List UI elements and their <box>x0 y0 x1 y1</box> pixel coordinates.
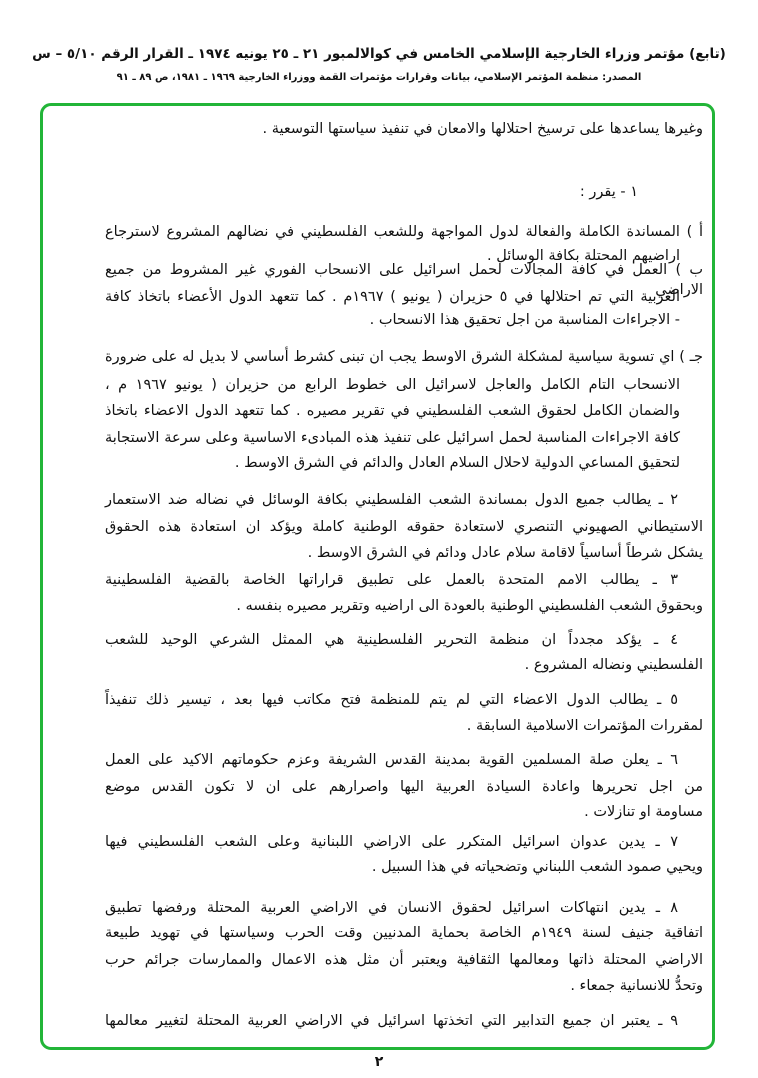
paragraph-line: ب ) العمل في كافة المجالات لحمل اسرائيل على الانسحاب الفوري غير المشروط من جميع الاراضي <box>105 262 703 298</box>
paragraph-line: والضمان الكامل لحقوق الشعب الفلسطيني في تقرير مصيره . كما تتعهد الدول الاعضاء باتخاذ <box>105 403 680 419</box>
paragraph-line: أ ) المساندة الكاملة والفعالة لدول المواجهة وللشعب الفلسطيني في نضالهم المشروع لاسترجاع <box>105 224 703 240</box>
paragraph-line: جـ ) اي تسوية سياسية لمشكلة الشرق الاوسط يجب ان تبنى كشرط أساسي لا بديل له على ضرورة <box>105 349 703 365</box>
paragraph-line: ٨ ـ يدين انتهاكات اسرائيل لحقوق الانسان في الاراضي العربية المحتلة ورفضها تطبيق <box>105 900 678 916</box>
page-number: ٢ <box>374 1054 384 1070</box>
paragraph-line: مساومة او تنازلات . <box>584 804 703 820</box>
document-header-title: (تابع) مؤتمر وزراء الخارجية الإسلامي الخامس في كوالالمبور ٢١ ـ ٢٥ يونيه ١٩٧٤ ـ القرار الرقم ٥/١٠ – س <box>32 46 726 62</box>
paragraph-line: اتفاقية جنيف لسنة ١٩٤٩م الخاصة بحماية المدنيين وقت الحرب وسياستها في تهويد طبيعة <box>105 925 704 941</box>
paragraph-line: لمقررات المؤتمرات الاسلامية السابقة . <box>466 718 703 734</box>
paragraph-line: وغيرها يساعدها على ترسيخ احتلالها والامعان في تنفيذ سياستها التوسعية . <box>262 121 703 137</box>
paragraph-line: الاراضي المحتلة ذاتها ومعالمها الثقافية ويعتبر أن مثل هذه الاعمال والممارسات جرائم حرب <box>105 952 703 968</box>
paragraph-line: ٣ ـ يطالب الامم المتحدة بالعمل على تطبيق قراراتها الخاصة بالقضية الفلسطينية <box>105 572 678 588</box>
paragraph-line: العربية التي تم احتلالها في ٥ حزيران ( يونيو ) ١٩٦٧م . كما تتعهد الدول الأعضاء باتخاذ كافة <box>105 289 680 305</box>
paragraph-line: كافة الاجراءات المناسبة لحمل اسرائيل على تنفيذ هذه المبادىء الاساسية وعلى سرعة الاستجابة <box>105 430 680 446</box>
paragraph-line: ويحيي صمود الشعب اللبناني وتضحياته في هذا السبيل . <box>371 859 703 875</box>
paragraph-line: - الاجراءات المناسبة من اجل تحقيق هذا الانسحاب . <box>369 312 680 328</box>
paragraph-line: يشكل شرطاً أساسياً لاقامة سلام عادل ودائم في الشرق الاوسط . <box>307 545 703 561</box>
paragraph-line: الاستيطاني الصهيوني التنصري لاستعادة حقوقه الوطنية كاملة ويؤكد ان استعادة هذه الحقوق <box>105 519 703 535</box>
paragraph-line: ٧ ـ يدين عدوان اسرائيل المتكرر على الاراضي اللبنانية وعلى الشعب الفلسطيني فيها <box>105 834 678 850</box>
paragraph-line: وبحقوق الشعب الفلسطيني الوطنية بالعودة الى اراضيه وتقرير مصيره بنفسه . <box>236 598 703 614</box>
paragraph-line: ٩ ـ يعتبر ان جميع التدابير التي اتخذتها اسرائيل في الاراضي العربية المحتلة لتغيير معالمها <box>105 1013 678 1029</box>
paragraph-line: ٤ ـ يؤكد مجدداً ان منظمة التحرير الفلسطينية هي الممثل الشرعي الوحيد للشعب <box>105 632 678 648</box>
paragraph-line: من اجل تحريرها واعادة السيادة العربية اليها واصرارهم على ان لا تكون القدس موضع <box>105 779 703 795</box>
paragraph-line: ١ - يقرر : <box>579 184 638 200</box>
paragraph-line: الفلسطيني ونضاله المشروع . <box>524 657 703 673</box>
paragraph-line: ٢ ـ يطالب جميع الدول بمساندة الشعب الفلسطيني بكافة الوسائل في نضاله ضد الاستعمار <box>105 492 678 508</box>
paragraph-line: ٥ ـ يطالب الدول الاعضاء التي لم يتم للمنظمة فتح مكاتب فيها بعد ، تيسير ذلك تنفيذاً <box>105 692 678 708</box>
paragraph-line: وتحدُّ للانسانية جمعاء . <box>570 978 703 994</box>
paragraph-line: لتحقيق المساعي الدولية لاحلال السلام العادل والدائم في الشرق الاوسط . <box>234 455 680 471</box>
paragraph-line: ٦ ـ يعلن صلة المسلمين القوية بمدينة القدس الشريفة وعزم حكوماتهم الاكيد على العمل <box>105 752 678 768</box>
document-header-source: المصدر: منظمة المؤتمر الإسلامي، بيانات وقرارات مؤتمرات القمة ووزراء الخارجية ١٩٦٩ ـ ١٩٨١، ص ٨٩ ـ ٩١ <box>116 72 642 83</box>
paragraph-line: اراضيهم المحتلة بكافة الوسائل . <box>487 248 680 264</box>
paragraph-line: الانسحاب التام الكامل والعاجل لاسرائيل الى خطوط الرابع من حزيران ( يونيو ١٩٦٧ م ، <box>105 377 680 393</box>
